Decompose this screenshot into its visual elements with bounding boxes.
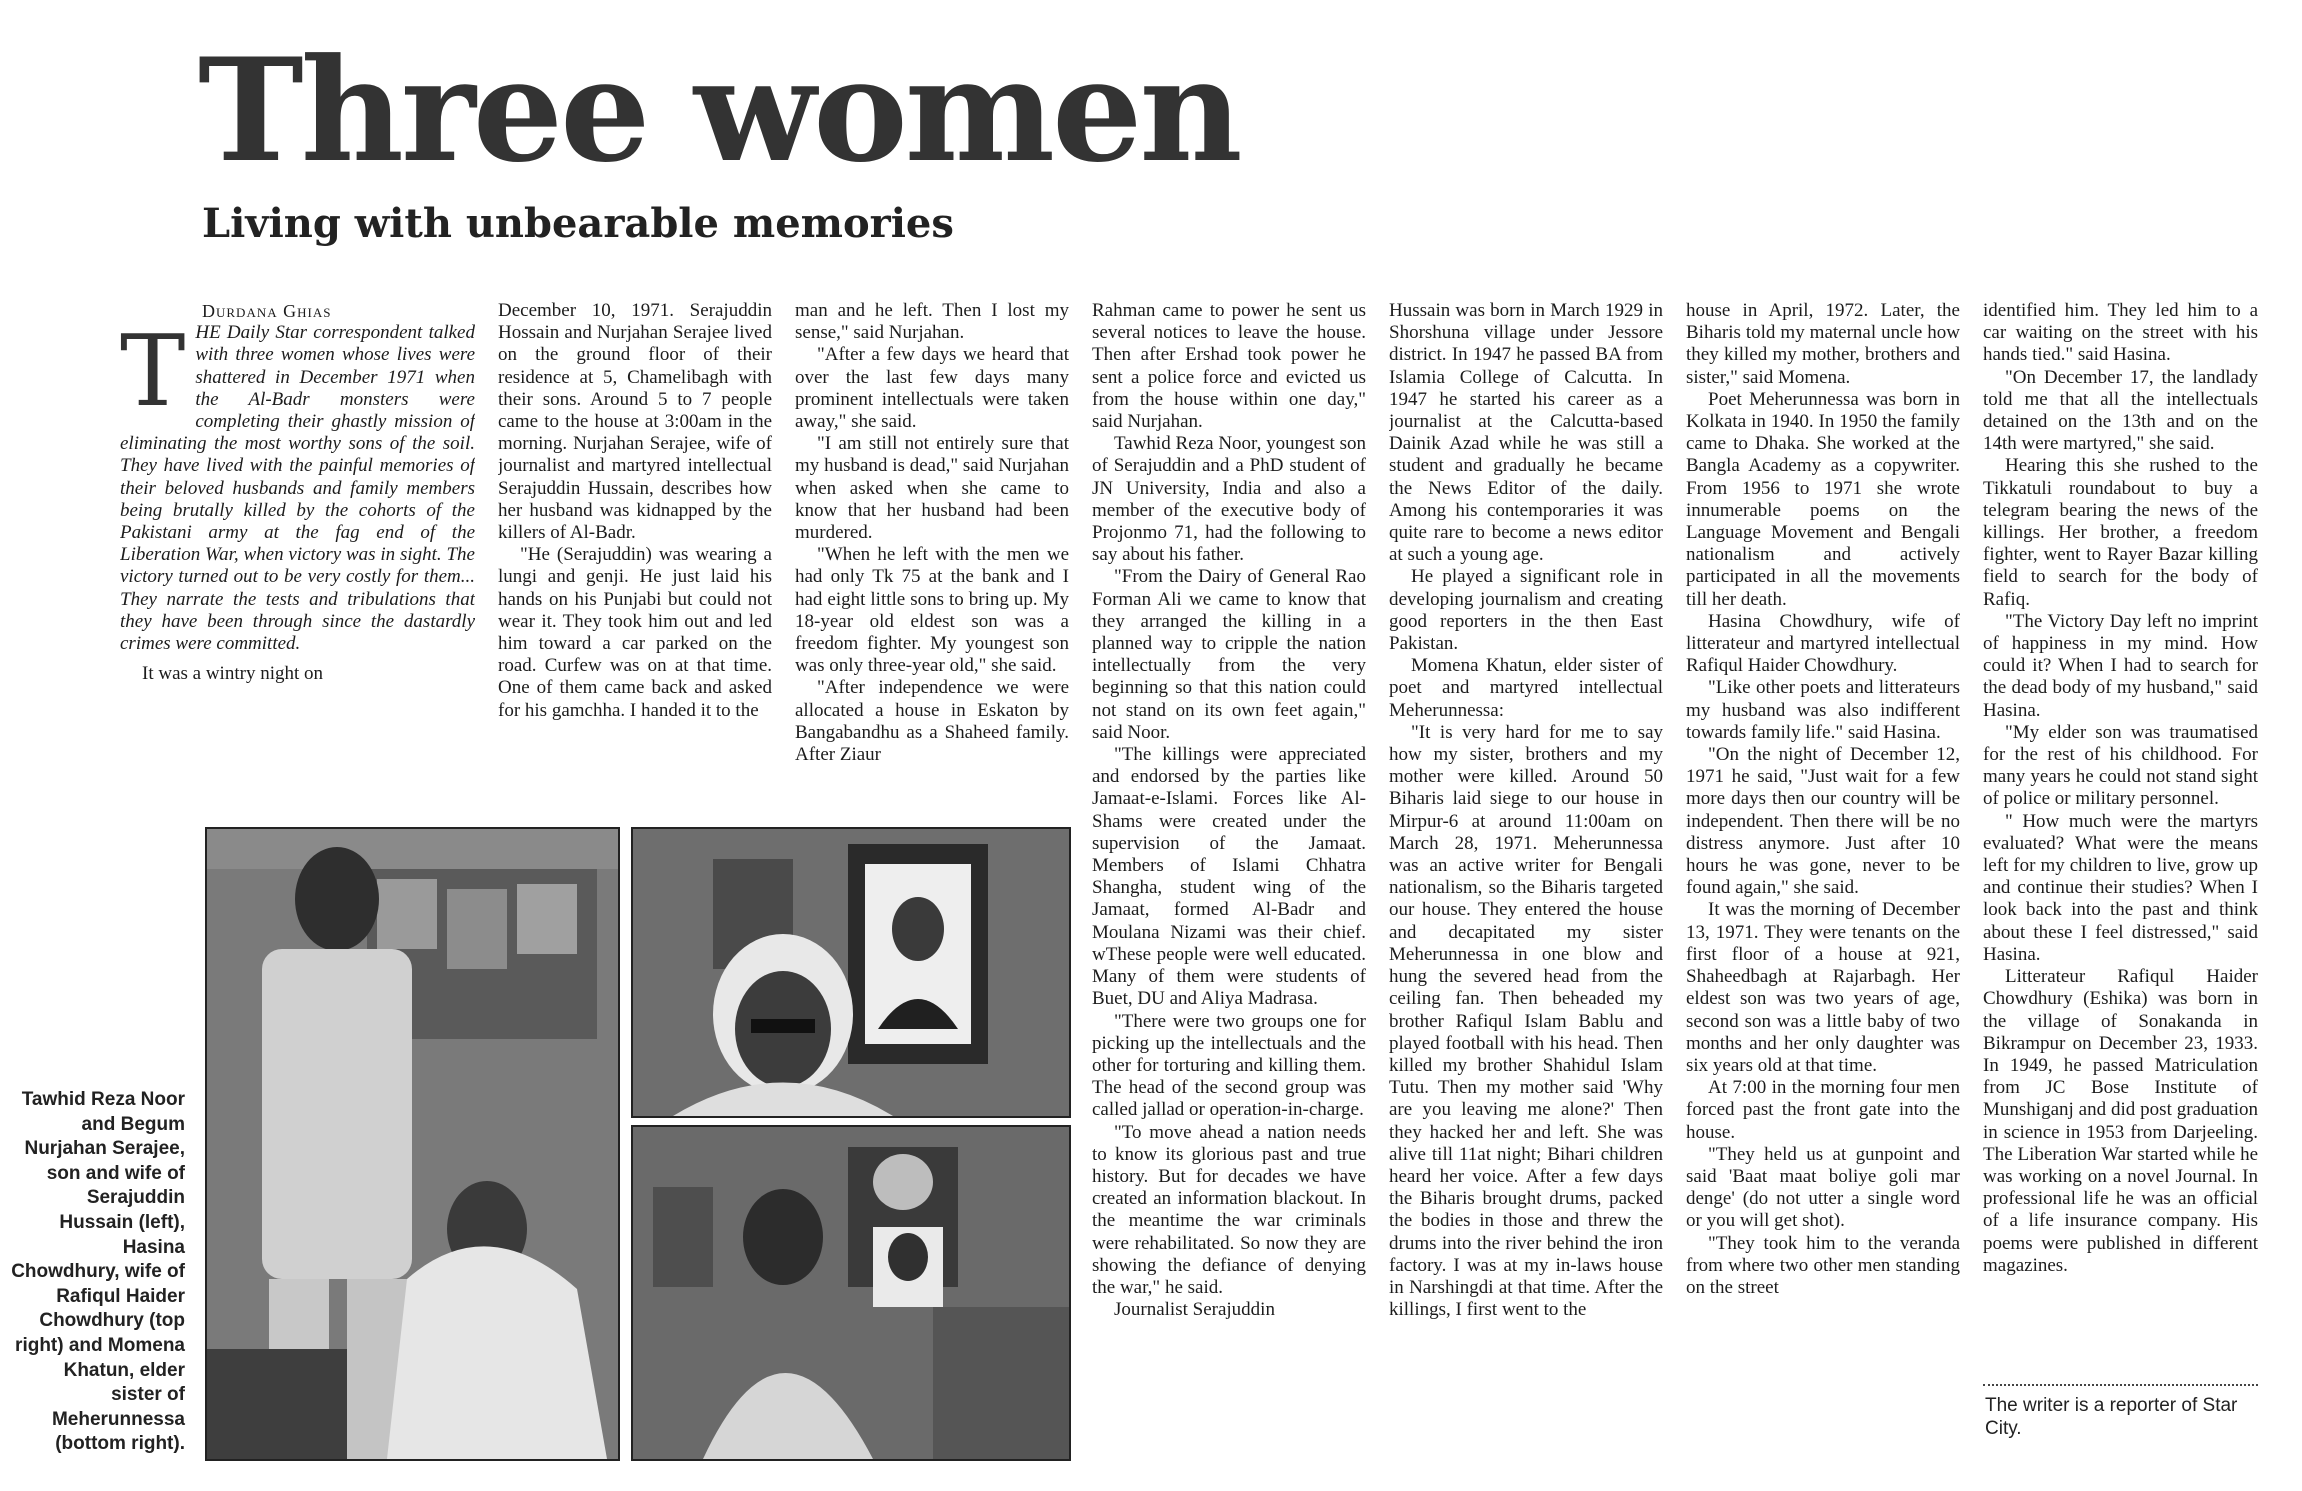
drop-cap: T [120,315,186,430]
paragraph: At 7:00 in the morning four men forced past the front gate into the house. [1686,1077,1960,1143]
paragraph: It was the morning of December 13, 1971. They were tenants on the first floor of a house at 921, Shaheedbagh at Rajarbagh. Her eldest son was two years of age, second son was a little baby of two months and her only daughter was six years old at that time. [1686,899,1960,1076]
paragraph: " How much were the martyrs evaluated? What were the means left for my children to live, grow up and continue their studies? When I look back into the past and think about these I feel distressed," said Hasina. [1983,810,2258,965]
headline: Three women [198,28,1240,194]
article-column-1 [120,300,475,815]
paragraph: "From the Dairy of General Rao Forman Ali we came to know that they arranged the killing in a planned way to cripple the nation intellectually from the very beginning so that this nation could not stand on its own feet again," said Noor. [1092,566,1366,743]
paragraph: "There were two groups one for picking up the intellectuals and the other for torturing and killing them. The head of the second group was called jallad or operation-in-charge. [1092,1010,1366,1121]
paragraph: Journalist Serajuddin [1114,1299,1275,1321]
divider [1983,1384,2258,1386]
paragraph: identified him. They led him to a car waiting on the street with his hands tied." said Hasina. [1983,300,2258,366]
intro-text: HE Daily Star correspondent talked with three women whose lives were shattered in December 1971 when the Al-Badr monsters were completing their ghastly mission of eliminating the most worthy sons of the soil. They have lived with the painful memories of their beloved husbands and family members being brutally killed by the cohorts of the Pakistani army at the fag end of the Liberation War, when victory was in sight. The victory turned out to be very costly for them... They narrate the tests and tribulations that they have been through since the dastardly crimes were committed. [120,322,475,655]
photo-noor-and-serajee [205,827,620,1461]
photo-caption: Tawhid Reza Noor and Begum Nurjahan Serajee, son and wife of Serajuddin Hussain (left), Hasina Chowdhury, wife of Rafiqul Haider Chowdhury (top right) and Momena Khatun, elder sister of Meherunnessa (bottom right). [11,1089,185,1455]
paragraph: He played a significant role in developing journalism and creating good reporters in the then East Pakistan. [1389,566,1663,655]
article-column-3 [795,300,1069,815]
paragraph: "It is very hard for me to say how my sister, brothers and my mother were killed. Around 50 Biharis laid siege to our house in Mirpur-6 at around 11:00am on March 28, 1971. Meherunnessa was an active writer for Bengali nationalism, so the Biharis targeted our house. They entered the house and decapitated my sister Meherunnessa in one blow and hung the severed head from the ceiling fan. Then beheaded my brother Rafiqul Islam Bablu and played football with his head. Then killed my brother Shahidul Islam Tutu. Then my mother said 'Why are you leaving me alone?' Then they hacked her and left. She was alive till 11at night; Bihari children heard her voice. After a few days the Biharis brought drums, packed the bodies in those and threw the drums into the river behind the iron factory. I was at my in-laws house in Narshingdi at that time. After the killings, I first went to the [1389,721,1663,1321]
article-column-2 [498,300,772,815]
paragraph: "Like other poets and litterateurs my husband was also indifferent towards family life." said Hasina. [1686,677,1960,743]
photo-image [207,829,618,1459]
paragraph: house in April, 1972. Later, the Biharis told my maternal uncle how they killed my mother, brothers and sister," said Momena. [1686,300,1960,388]
paragraph: Rahman came to power he sent us several notices to leave the house. Then after Ershad took power he sent a police force and evicted us from the house within one day," said Nurjahan. [1092,300,1366,433]
paragraph: Hasina Chowdhury, wife of litterateur and martyred intellectual Rafiqul Haider Chowdhury. [1686,610,1960,677]
paragraph: "He (Serajuddin) was wearing a lungi and genji. He just laid his hands on his Punjabi but could not wear it. They took him out and led him toward a car parked on the road. Curfew was on at that time. One of them came back and asked for his gamchha. I handed it to the [498,544,772,721]
paragraph: "On the night of December 12, 1971 he said, "Just wait for a few more days then our country will be independent. Then there will be no distress anymore. Just after 10 hours he was gone, never to be found again," she said. [1686,744,1960,899]
photo-image [633,829,1069,1116]
paragraph: "To move ahead a nation needs to know its glorious past and true history. But for decades we have created an information blackout. In the meantime the war criminals were rehabilitated. So now they are showing the defiance of denying the war," he said. [1092,1121,1366,1298]
paragraph: "The killings were appreciated and endorsed by the parties like Jamaat-e-Islami. Forces like Al-Shams were created under the supervision of the Jamaat. Members of Islami Chhatra Shangha, student wing of the Jamaat, formed Al-Badr and Moulana Nizami was their chief. wThese people were well educated. Many of them were students of Buet, DU and Aliya Madrasa. [1092,744,1366,1010]
article-column-6 [1686,300,1960,1445]
article-column-4 [1092,300,1366,1445]
paragraph: "They held us at gunpoint and said 'Baat maat boliye goli mar denge' (do not utter a single word or you will get shot). [1686,1143,1960,1232]
paragraph: "When he left with the men we had only Tk 75 at the bank and I had eight little sons to bring up. My 18-year old eldest son was a freedom fighter. My youngest son was only three-year old," she said. [795,544,1069,677]
subheadline: Living with unbearable memories [202,200,954,247]
photo-momena-khatun [631,1125,1071,1461]
article-column-7 [1983,300,2258,1375]
paragraph: Hussain was born in March 1929 in Shorshuna village under Jessore district. In 1947 he passed BA from Islamia College of Calcutta. In 1947 he started his career as a journalist at the Calcutta-based Dainik Azad while he was still a student and gradually he became the News Editor of the daily. Among his contemporaries it was quite rare to become a news editor at such a young age. [1389,300,1663,566]
paragraph: "They took him to the veranda from where two other men standing on the street [1686,1232,1960,1298]
photo-hasina-chowdhury [631,827,1071,1118]
paragraph: man and he left. Then I lost my sense," said Nurjahan. [795,300,1069,344]
paragraph: Poet Meherunnessa was born in Kolkata in 1940. In 1950 the family came to Dhaka. She worked at the Bangla Academy as a copywriter. From 1956 to 1971 she wrote innumerable poems on the Language Movement and Bengali nationalism and actively participated in all the movements till her death. [1686,388,1960,610]
paragraph: "On December 17, the landlady told me that all the intellectuals detained on the 13th and on the 14th were martyred," she said. [1983,366,2258,455]
paragraph: Hearing this she rushed to the Tikkatuli roundabout to buy a telegram bearing the news of the killings. Her brother, a freedom fighter, went to Rayer Bazar killing field to search for the body of Rafiq. [1983,455,2258,610]
byline: Durdana Ghias [202,301,332,321]
photo-image [633,1127,1069,1459]
paragraph: "After a few days we heard that over the last few days many prominent intellectuals were taken away," she said. [795,344,1069,433]
paragraph: "My elder son was traumatised for the rest of his childhood. For many years he could not stand sight of police or military personnel. [1983,721,2258,810]
paragraph: Momena Khatun, elder sister of poet and martyred intellectual Meherunnessa: [1389,655,1663,721]
paragraph: "The Victory Day left no imprint of happiness in my mind. How could it? When I had to search for the dead body of my husband," said Hasina. [1983,610,2258,721]
paragraph: December 10, 1971. Serajuddin Hossain and Nurjahan Serajee lived on the ground floor of their residence at 5, Chamelibagh with their sons. Around 5 to 7 people came to the house at 3:00am in the morning. Nurjahan Serajee, wife of journalist and martyred intellectual Serajuddin Hussain, describes how her husband was kidnapped by the killers of Al-Badr. [498,300,772,544]
paragraph: It was a wintry night on [142,663,324,685]
article-column-5 [1389,300,1663,1445]
paragraph: Litterateur Rafiqul Haider Chowdhury (Eshika) was born in the village of Sonakanda in Bikrampur on December 23, 1933. In 1949, he passed Matriculation from JC Bose Institute of Munshiganj and did post graduation in science in 1953 from Darjeeling. The Liberation War started while he was working on a novel Journal. In professional life he was an official of a life insurance company. His poems were published in different magazines. [1983,966,2258,1276]
writer-note: The writer is a reporter of Star City. [1985,1395,2238,1439]
paragraph: "After independence we were allocated a house in Eskaton by Bangabandhu as a Shaheed family. After Ziaur [795,677,1069,766]
paragraph: Tawhid Reza Noor, youngest son of Serajuddin and a PhD student of JN University, India and also a member of the executive body of Projonmo 71, had the following to say about his father. [1092,433,1366,566]
paragraph: "I am still not entirely sure that my husband is dead," said Nurjahan when asked when she came to know that her husband had been murdered. [795,433,1069,544]
